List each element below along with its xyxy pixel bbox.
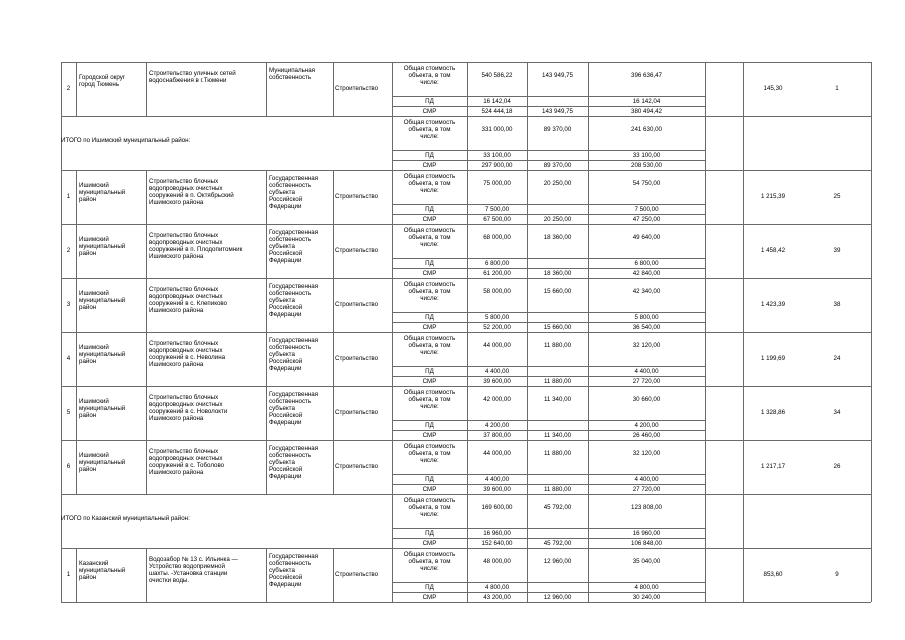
grid-line — [76, 62, 77, 116]
capacity-cell: 1 199,69 — [760, 355, 786, 362]
subrow-line — [392, 96, 705, 97]
total-cost-value: 143 949,75 — [542, 72, 573, 79]
work-type-cell: Строительство — [335, 247, 379, 254]
cost-label-pd: ПД — [425, 422, 434, 429]
cost-label-pd: ПД — [425, 206, 434, 213]
municipality-cell: Ишимский муниципальный район — [79, 182, 126, 203]
grid-line — [333, 278, 334, 332]
grid-line — [76, 548, 77, 602]
total-cost-value: 58 000,00 — [483, 288, 511, 295]
smr-cost-value: 152 640,00 — [481, 540, 513, 547]
smr-cost-value: 61 200,00 — [483, 270, 511, 277]
count-cell: 9 — [835, 571, 839, 578]
grid-line — [76, 170, 77, 224]
cost-label-total: Общая стоимость объекта, в том числе: — [403, 227, 456, 248]
row-number: 5 — [66, 409, 71, 416]
total-cost-value: 20 250,00 — [543, 180, 572, 187]
smr-cost-value: 20 250,00 — [543, 216, 572, 223]
grid-line — [76, 386, 77, 440]
subrow-line — [392, 322, 705, 323]
grid-line — [146, 62, 147, 116]
subrow-line — [392, 366, 705, 367]
grid-line — [146, 224, 147, 278]
row-number: 6 — [66, 463, 71, 470]
total-cost-value: 12 960,00 — [543, 558, 572, 565]
grid-line — [333, 332, 334, 386]
row-separator — [61, 386, 871, 387]
cost-label-pd: ПД — [425, 152, 434, 159]
total-cost-value: 540 586,22 — [481, 72, 513, 79]
object-name-cell: Строительство блочных водопроводных очистных сооружений в с. Неволина Ишимского района — [149, 340, 226, 368]
work-type-cell: Строительство — [335, 463, 379, 470]
cost-label-smr: СМР — [422, 432, 437, 439]
subrow-line — [392, 204, 705, 205]
smr-cost-value: 89 370,00 — [543, 162, 572, 169]
count-cell: 39 — [833, 247, 841, 254]
grid-line — [76, 332, 77, 386]
smr-cost-value: 208 530,00 — [631, 162, 662, 169]
capacity-cell: 853,60 — [763, 571, 783, 578]
capacity-cell: 1 217,17 — [760, 463, 786, 470]
cost-label-smr: СМР — [422, 270, 437, 277]
work-type-cell: Строительство — [335, 85, 379, 92]
total-cost-value: 11 880,00 — [543, 342, 572, 349]
cost-label-smr: СМР — [422, 540, 437, 547]
capacity-cell: 1 328,86 — [760, 409, 786, 416]
smr-cost-value: 27 720,00 — [632, 378, 661, 385]
ownership-cell: Государственная собственность субъекта Российской Федерации — [269, 337, 319, 372]
municipality-cell: Казанский муниципальный район — [79, 560, 126, 581]
smr-cost-value: 47 250,00 — [632, 216, 661, 223]
work-type-cell: Строительство — [335, 301, 379, 308]
municipality-cell: Ишимский муниципальный район — [79, 398, 126, 419]
smr-cost-value: 27 720,00 — [632, 486, 661, 493]
grid-line — [333, 548, 334, 602]
municipality-cell: Ишимский муниципальный район — [79, 344, 126, 365]
subrow-line — [392, 376, 705, 377]
row-separator — [61, 170, 871, 171]
pd-cost-value: 4 400,00 — [484, 368, 510, 375]
pd-cost-value: 4 400,00 — [484, 476, 510, 483]
cost-label-smr: СМР — [422, 594, 437, 601]
grid-line — [266, 332, 267, 386]
row-separator — [61, 440, 871, 441]
smr-cost-value: 106 848,00 — [631, 540, 662, 547]
cost-label-pd: ПД — [425, 368, 434, 375]
smr-cost-value: 67 500,00 — [483, 216, 511, 223]
object-name-cell: Строительство блочных водопроводных очистных сооружений в с. Новолокти Ишимского района — [149, 394, 228, 422]
total-cost-value: 44 000,00 — [483, 342, 511, 349]
subrow-line — [392, 430, 705, 431]
smr-cost-value: 11 880,00 — [543, 486, 572, 493]
cost-label-total: Общая стоимость объекта, в том числе: — [403, 551, 456, 572]
total-cost-value: 11 880,00 — [543, 450, 572, 457]
grid-line — [146, 332, 147, 386]
count-cell: 38 — [833, 301, 841, 308]
object-name-cell: Водозабор № 13 с. Ильинка — Устройство водоприемной шахты. -Установка станции очистки воды. — [149, 556, 238, 584]
smr-cost-value: 37 800,00 — [483, 432, 511, 439]
ownership-cell: Государственная собственность субъекта Российской Федерации — [269, 391, 319, 426]
cost-label-pd: ПД — [425, 98, 434, 105]
cost-label-smr: СМР — [422, 216, 437, 223]
grid-line — [266, 386, 267, 440]
count-cell: 1 — [835, 85, 839, 92]
ownership-cell: Государственная собственность субъекта Российской Федерации — [269, 553, 319, 588]
pd-cost-value: 33 100,00 — [632, 152, 661, 159]
object-name-cell: Строительство блочных водопроводных очистных сооружений в с. Клепиково Ишимского района — [149, 286, 228, 314]
pd-cost-value: 5 800,00 — [484, 314, 510, 321]
cost-label-total: Общая стоимость объекта, в том числе: — [403, 389, 456, 410]
cost-label-pd: ПД — [425, 260, 434, 267]
smr-cost-value: 43 200,00 — [483, 594, 511, 601]
total-cost-value: 42 340,00 — [632, 288, 661, 295]
grid-line — [333, 62, 334, 116]
row-separator — [61, 116, 871, 117]
pd-cost-value: 6 800,00 — [634, 260, 659, 267]
total-cost-value: 89 370,00 — [543, 126, 572, 133]
work-type-cell: Строительство — [335, 409, 379, 416]
municipality-cell: Ишимский муниципальный район — [79, 290, 126, 311]
total-cost-value: 32 120,00 — [632, 450, 661, 457]
subrow-line — [392, 312, 705, 313]
total-cost-value: 18 360,00 — [543, 234, 572, 241]
grid-line — [266, 224, 267, 278]
cost-label-smr: СМР — [422, 324, 437, 331]
subrow-line — [392, 106, 705, 107]
total-cost-value: 44 000,00 — [483, 450, 511, 457]
grid-line — [333, 440, 334, 494]
subrow-line — [392, 258, 705, 259]
total-cost-value: 331 000,00 — [481, 126, 513, 133]
subrow-line — [392, 592, 705, 593]
cost-label-total: Общая стоимость объекта, в том числе: — [403, 443, 456, 464]
grid-line — [266, 62, 267, 116]
smr-cost-value: 524 444,18 — [481, 108, 513, 115]
municipality-cell: Городской округ город Тюмень — [79, 74, 126, 88]
total-cost-value: 42 000,00 — [483, 396, 511, 403]
pd-cost-value: 4 400,00 — [634, 368, 659, 375]
pd-cost-value: 16 142,04 — [483, 98, 511, 105]
subrow-line — [392, 474, 705, 475]
capacity-cell: 1 215,39 — [760, 193, 786, 200]
total-cost-value: 30 660,00 — [632, 396, 661, 403]
total-cost-value: 11 340,00 — [543, 396, 572, 403]
cost-label-total: Общая стоимость объекта, в том числе: — [403, 119, 456, 140]
total-cost-value: 241 630,00 — [631, 126, 662, 133]
total-cost-value: 48 000,00 — [483, 558, 511, 565]
smr-cost-value: 30 240,00 — [632, 594, 661, 601]
table-top-border — [61, 62, 871, 63]
grid-line — [333, 386, 334, 440]
grid-line — [76, 278, 77, 332]
pd-cost-value: 4 200,00 — [634, 422, 659, 429]
cost-label-smr: СМР — [422, 108, 437, 115]
smr-cost-value: 45 792,00 — [543, 540, 572, 547]
total-cost-value: 35 040,00 — [632, 558, 661, 565]
smr-cost-value: 39 600,00 — [483, 486, 511, 493]
cost-label-total: Общая стоимость объекта, в том числе: — [403, 173, 456, 194]
row-separator — [61, 224, 871, 225]
subrow-line — [392, 150, 705, 151]
grid-line — [146, 440, 147, 494]
row-number: 2 — [66, 85, 71, 92]
grid-line — [76, 224, 77, 278]
total-cost-value: 123 808,00 — [631, 504, 662, 511]
pd-cost-value: 7 500,00 — [634, 206, 659, 213]
grid-line — [266, 548, 267, 602]
cost-label-pd: ПД — [425, 584, 434, 591]
subrow-line — [392, 528, 705, 529]
total-cost-value: 49 640,00 — [632, 234, 661, 241]
grid-line — [266, 170, 267, 224]
ownership-cell: Государственная собственность субъекта Российской Федерации — [269, 283, 319, 318]
cost-label-total: Общая стоимость объекта, в том числе: — [403, 497, 456, 518]
pd-cost-value: 4 200,00 — [484, 422, 510, 429]
smr-cost-value: 11 340,00 — [543, 432, 572, 439]
cost-label-smr: СМР — [422, 162, 437, 169]
capacity-cell: 145,30 — [763, 85, 783, 92]
cost-label-total: Общая стоимость объекта, в том числе: — [403, 65, 456, 86]
ownership-cell: Государственная собственность субъекта Российской Федерации — [269, 175, 319, 210]
smr-cost-value: 26 460,00 — [632, 432, 661, 439]
subtotal-label: ИТОГО по Казанский муниципальный район: — [61, 515, 190, 522]
object-name-cell: Строительство блочных водопроводных очистных сооружений в с. Тоболово Ишимского района — [149, 448, 225, 476]
pd-cost-value: 4 400,00 — [634, 476, 659, 483]
count-cell: 25 — [833, 193, 841, 200]
smr-cost-value: 297 900,00 — [481, 162, 513, 169]
row-number: 1 — [66, 193, 71, 200]
pd-cost-value: 16 142,04 — [632, 98, 661, 105]
count-cell: 24 — [833, 355, 841, 362]
cost-label-total: Общая стоимость объекта, в том числе: — [403, 281, 456, 302]
total-cost-value: 68 000,00 — [483, 234, 511, 241]
pd-cost-value: 33 100,00 — [483, 152, 511, 159]
pd-cost-value: 5 800,00 — [634, 314, 659, 321]
subrow-line — [392, 538, 705, 539]
grid-line — [266, 440, 267, 494]
cost-label-total: Общая стоимость объекта, в том числе: — [403, 335, 456, 356]
pd-cost-value: 16 960,00 — [632, 530, 661, 537]
row-number: 1 — [66, 571, 71, 578]
cost-label-pd: ПД — [425, 314, 434, 321]
subrow-line — [392, 484, 705, 485]
row-separator — [61, 602, 871, 603]
grid-line — [146, 278, 147, 332]
capacity-cell: 1 458,42 — [760, 247, 786, 254]
row-separator — [61, 548, 871, 549]
capacity-cell: 1 423,39 — [760, 301, 786, 308]
smr-cost-value: 42 840,00 — [632, 270, 661, 277]
row-number: 3 — [66, 301, 71, 308]
total-cost-value: 396 636,47 — [631, 72, 662, 79]
grid-line — [871, 62, 872, 602]
smr-cost-value: 36 540,00 — [632, 324, 661, 331]
row-number: 4 — [66, 355, 71, 362]
total-cost-value: 169 600,00 — [481, 504, 513, 511]
smr-cost-value: 52 200,00 — [483, 324, 511, 331]
smr-cost-value: 12 960,00 — [543, 594, 572, 601]
count-cell: 26 — [833, 463, 841, 470]
total-cost-value: 45 792,00 — [543, 504, 572, 511]
row-separator — [61, 332, 871, 333]
subrow-line — [392, 160, 705, 161]
pd-cost-value: 16 960,00 — [483, 530, 511, 537]
smr-cost-value: 380 494,42 — [631, 108, 662, 115]
smr-cost-value: 15 660,00 — [543, 324, 572, 331]
subrow-line — [392, 582, 705, 583]
total-cost-value: 75 000,00 — [483, 180, 511, 187]
pd-cost-value: 7 500,00 — [484, 206, 510, 213]
total-cost-value: 15 660,00 — [543, 288, 572, 295]
cost-label-pd: ПД — [425, 530, 434, 537]
municipality-cell: Ишимский муниципальный район — [79, 452, 126, 473]
row-number: 2 — [66, 247, 71, 254]
smr-cost-value: 11 880,00 — [543, 378, 572, 385]
subrow-line — [392, 420, 705, 421]
cost-label-smr: СМР — [422, 486, 437, 493]
smr-cost-value: 143 949,75 — [542, 108, 573, 115]
cost-label-smr: СМР — [422, 378, 437, 385]
cost-label-pd: ПД — [425, 476, 434, 483]
smr-cost-value: 18 360,00 — [543, 270, 572, 277]
pd-cost-value: 4 800,00 — [484, 584, 510, 591]
subrow-line — [392, 214, 705, 215]
subtotal-label: ИТОГО по Ишимский муниципальный район: — [61, 137, 191, 144]
grid-line — [146, 386, 147, 440]
work-type-cell: Строительство — [335, 571, 379, 578]
work-type-cell: Строительство — [335, 355, 379, 362]
object-name-cell: Строительство блочных водопроводных очистных сооружений в п. Октябрьский Ишимского района — [149, 178, 234, 206]
ownership-cell: Государственная собственность субъекта Российской Федерации — [269, 445, 319, 480]
municipality-cell: Ишимский муниципальный район — [79, 236, 126, 257]
count-cell: 34 — [833, 409, 841, 416]
smr-cost-value: 39 600,00 — [483, 378, 511, 385]
grid-line — [266, 278, 267, 332]
pd-cost-value: 4 800,00 — [634, 584, 659, 591]
ownership-cell: Муниципальная собственность — [269, 67, 316, 81]
grid-line — [76, 440, 77, 494]
grid-line — [146, 548, 147, 602]
grid-line — [333, 224, 334, 278]
grid-line — [333, 170, 334, 224]
ownership-cell: Государственная собственность субъекта Российской Федерации — [269, 229, 319, 264]
total-cost-value: 54 750,00 — [632, 180, 661, 187]
object-name-cell: Строительство уличных сетей водоснабжения в г.Тюмени — [149, 70, 236, 84]
pd-cost-value: 6 800,00 — [484, 260, 510, 267]
grid-line — [146, 170, 147, 224]
row-separator — [61, 494, 871, 495]
object-name-cell: Строительство блочных водопроводных очистных сооружений в п. Плодопитомник Ишимского района — [149, 232, 243, 260]
subrow-line — [392, 268, 705, 269]
row-separator — [61, 278, 871, 279]
total-cost-value: 32 120,00 — [632, 342, 661, 349]
work-type-cell: Строительство — [335, 193, 379, 200]
